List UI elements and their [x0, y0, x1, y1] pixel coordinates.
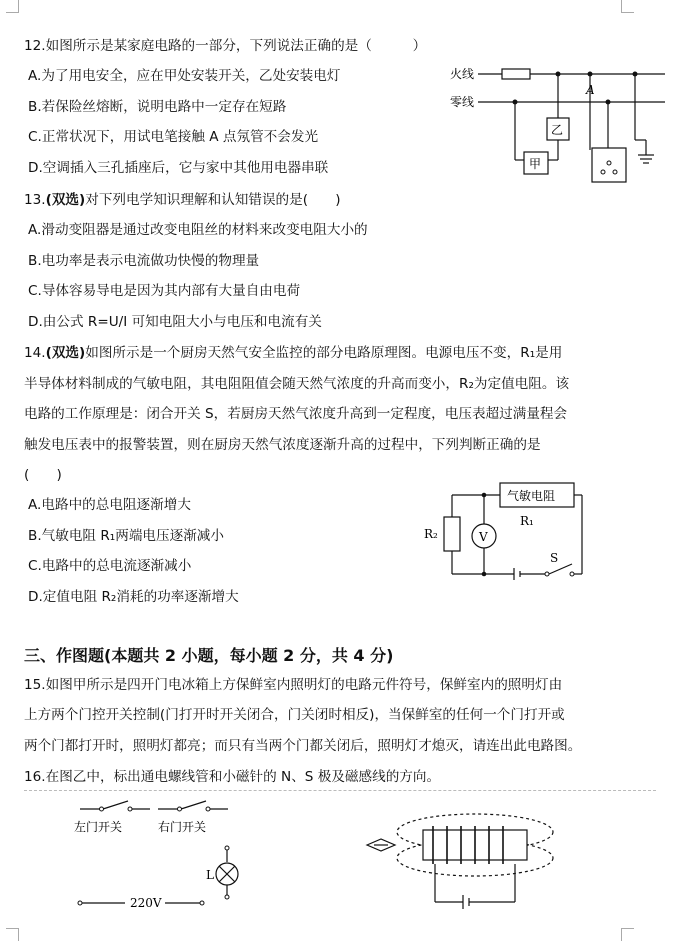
- gas-sensor-circuit-figure: [422, 478, 592, 588]
- q14-option-d: D.定值电阻 R₂消耗的功率逐渐增大: [28, 589, 239, 605]
- left-switch-contact: [100, 807, 104, 811]
- q14-text: 如图所示是一个厨房天然气安全监控的部分电路原理图。电源电压不变，R₁是用: [85, 345, 563, 361]
- q15-line-2: 上方两个门控开关控制(门打开时开关闭合，门关闭时相反)，当保鲜室的任何一个门打开或: [24, 707, 565, 723]
- supply-terminal: [78, 901, 82, 905]
- fuse: [502, 69, 530, 79]
- q12-option-c: C.正常状况下，用试电笔接触 A 点氖管不会发光: [28, 129, 319, 145]
- household-circuit-figure: [450, 60, 670, 190]
- q13-option-b: B.电功率是表示电流做功快慢的物理量: [28, 253, 260, 269]
- q13-stem: [24, 191, 341, 209]
- corner-mark: [621, 928, 634, 941]
- q14-option-c: C.电路中的总电流逐渐减小: [28, 558, 192, 574]
- q15-line-1: 15.如图甲所示是四开门电冰箱上方保鲜室内照明灯的电路元件符号，保鲜室内的照明灯由: [24, 677, 563, 693]
- q14-option-a: A.电路中的总电阻逐渐增大: [28, 497, 191, 513]
- q12-option-a: A.为了用电安全，应在甲处安装开关，乙处安装电灯: [28, 68, 341, 84]
- r1-label: R₁: [520, 514, 534, 528]
- dashed-divider: [24, 790, 656, 791]
- right-switch-label: 右门开关: [158, 820, 207, 834]
- q14-stem-line-3: 电路的工作原理是：闭合开关 S，若厨房天然气浓度升高到一定程度，电压表超过满量程会: [24, 406, 568, 422]
- sensor-label: 气敏电阻: [507, 489, 556, 503]
- section-heading: 三、作图题(本题共 2 小题，每小题 2 分，共 4 分): [24, 646, 394, 665]
- right-switch-contact: [206, 807, 210, 811]
- q13-number: 13.: [24, 192, 46, 208]
- q15-line-3: 两个门都打开时，照明灯都亮；而只有当两个门都关闭后，照明灯才熄灭，请连出此电路图。: [24, 738, 582, 754]
- corner-mark: [6, 928, 19, 941]
- q14-option-b: B.气敏电阻 R₁两端电压逐渐减小: [28, 528, 224, 544]
- point-a-label: A: [586, 83, 595, 97]
- jia-label: 甲: [529, 157, 542, 171]
- q13-text: 对下列电学知识理解和认知错误的是( ): [85, 192, 341, 208]
- q14-stem-line-4: 触发电压表中的报警装置，则在厨房天然气浓度逐渐升高的过程中，下列判断正确的是: [24, 437, 541, 453]
- left-switch-label: 左门开关: [74, 820, 123, 834]
- live-wire-label: 火线: [450, 67, 475, 81]
- lamp-label: L: [206, 868, 214, 882]
- switch-s-label: S: [550, 551, 559, 565]
- left-switch-contact: [128, 807, 132, 811]
- q12-option-d: D.空调插入三孔插座后，它与家中其他用电器串联: [28, 160, 329, 176]
- q16-stem: 16.在图乙中，标出通电螺线管和小磁针的 N、S 极及磁感线的方向。: [24, 769, 441, 785]
- right-switch-contact: [178, 807, 182, 811]
- voltage-label: 220V: [130, 896, 162, 910]
- r2-label: R₂: [424, 527, 438, 541]
- lamp-terminal: [225, 846, 229, 850]
- q13-option-a: A.滑动变阻器是通过改变电阻丝的材料来改变电阻大小的: [28, 222, 368, 238]
- yi-label: 乙: [551, 123, 564, 137]
- q13-tag: (双选): [45, 192, 86, 208]
- q14-stem-line-5: ( ): [24, 467, 62, 483]
- q13-option-d: D.由公式 R=U/I 可知电阻大小与电压和电流有关: [28, 314, 322, 330]
- lamp-terminal: [225, 895, 229, 899]
- fig16-solenoid: [365, 810, 565, 920]
- q14-number: 14.: [24, 345, 46, 361]
- corner-mark: [621, 0, 634, 13]
- q14-stem-line-2: 半导体材料制成的气敏电阻，其电阻阻值会随天然气浓度的升高而变小，R₂为定值电阻。该: [24, 376, 570, 392]
- q14-tag: (双选): [45, 345, 86, 361]
- q12-stem: 12.如图所示是某家庭电路的一部分，下列说法正确的是（ ）: [24, 38, 427, 54]
- q12-option-b: B.若保险丝熔断，说明电路中一定存在短路: [28, 99, 287, 115]
- neutral-wire-label: 零线: [450, 95, 475, 109]
- fig15-components: [70, 795, 340, 915]
- voltmeter-label: V: [479, 530, 488, 544]
- q14-stem-line-1: [24, 344, 562, 362]
- corner-mark: [6, 0, 19, 13]
- q13-option-c: C.导体容易导电是因为其内部有大量自由电荷: [28, 283, 301, 299]
- fixed-resistor-r2: [444, 517, 460, 551]
- supply-terminal: [200, 901, 204, 905]
